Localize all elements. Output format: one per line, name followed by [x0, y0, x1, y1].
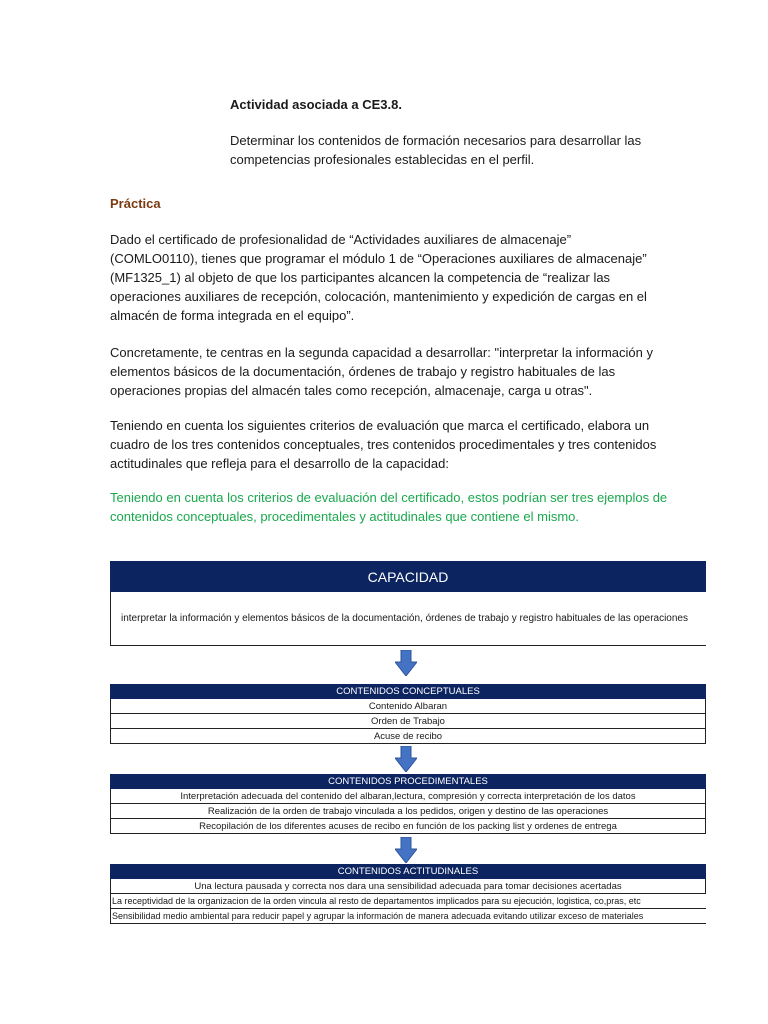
- paragraph-1: Dado el certificado de profesionalidad de “Actividades auxiliares de almacenaje” (COMLO0110), tienes que programar el módulo 1 de “Operaciones auxiliares de almacenaje” (MF1325_1) al objeto de que los participantes alcancen la competencia de “realizar las operaciones auxiliares de recepción, colocación, mantenimiento y expedición de cargas en el almacén de forma integrada en el equipo”.: [110, 232, 647, 323]
- actitudinales-header: CONTENIDOS ACTITUDINALES: [110, 864, 706, 879]
- capacidad-text: interpretar la información y elementos básicos de la documentación, órdenes de trabajo y registro habituales de las operaciones: [110, 592, 706, 646]
- table-row: Contenido Albaran: [110, 699, 706, 714]
- procedimentales-header: CONTENIDOS PROCEDIMENTALES: [110, 774, 706, 789]
- table-row: Orden de Trabajo: [110, 714, 706, 729]
- down-arrow-icon: [395, 650, 417, 676]
- paragraph-2: Concretamente, te centras en la segunda capacidad a desarrollar: "interpretar la información y elementos básicos de la documentación, órdenes de trabajo y registro habituales de las operaciones propias del almacén tales como recepción, almacenaje, carga u otras".: [110, 345, 653, 398]
- down-arrow-icon: [395, 746, 417, 772]
- conceptuales-header: CONTENIDOS CONCEPTUALES: [110, 684, 706, 699]
- table-row: Realización de la orden de trabajo vinculada a los pedidos, origen y destino de las operaciones: [110, 804, 706, 819]
- paragraph-3: Teniendo en cuenta los siguientes criterios de evaluación que marca el certificado, elabora un cuadro de los tres contenidos conceptuales, tres contenidos procedimentales y tres contenidos actitudinales que refleja para el desarrollo de la capacidad:: [110, 418, 657, 471]
- table-row: Sensibilidad medio ambiental para reducir papel y agrupar la información de manera adecuada evitando utilizar exceso de materiales: [110, 909, 706, 924]
- table-row: La receptividad de la organizacion de la orden vincula al resto de departamentos implicados para su ejecución, logistica, co,pras, etc: [110, 894, 706, 909]
- table-row: Recopilación de los diferentes acuses de recibo en función de los packing list y ordenes de entrega: [110, 819, 706, 834]
- section-label: Práctica: [110, 196, 161, 211]
- activity-heading: Actividad asociada a CE3.8.: [230, 97, 402, 112]
- capacidad-header: CAPACIDAD: [110, 561, 706, 592]
- answer-text: Teniendo en cuenta los criterios de evaluación del certificado, estos podrían ser tres ejemplos de contenidos conceptuales, procedimentales y actitudinales que contiene el mismo.: [110, 490, 668, 524]
- table-row: Interpretación adecuada del contenido del albaran,lectura, compresión y correcta interpretación de los datos: [110, 789, 706, 804]
- table-row: Acuse de recibo: [110, 729, 706, 744]
- intro-text: Determinar los contenidos de formación necesarios para desarrollar las competencias profesionales establecidas en el perfil.: [230, 133, 642, 167]
- down-arrow-icon: [395, 837, 417, 863]
- table-row: Una lectura pausada y correcta nos dara una sensibilidad adecuada para tomar decisiones acertadas: [110, 879, 706, 894]
